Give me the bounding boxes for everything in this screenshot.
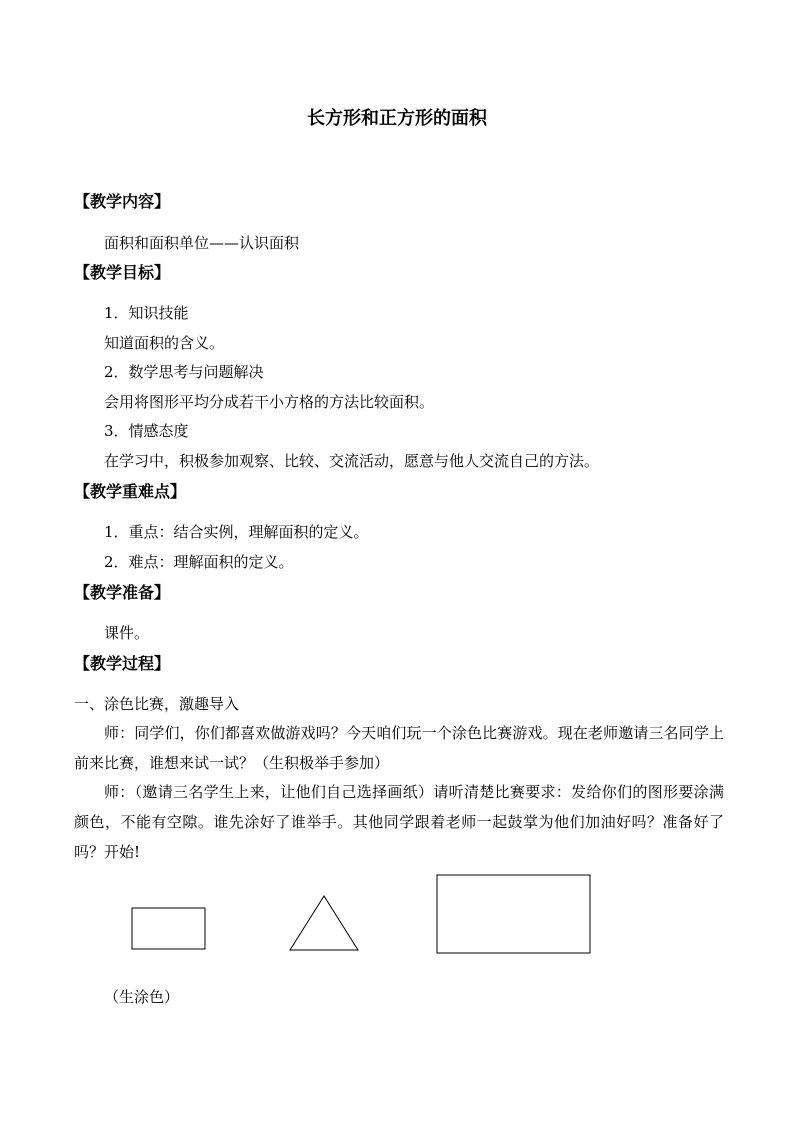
page-title: 长方形和正方形的面积	[307, 108, 487, 129]
triangle-shape	[290, 896, 358, 950]
goal-item-2: 2．数学思考与问题解决	[104, 363, 264, 381]
section-heading-key-points: 【教学重难点】	[74, 482, 187, 501]
goal-item-1: 1．知识技能	[104, 304, 189, 322]
key-point-2: 2．难点：理解面积的定义。	[104, 553, 294, 571]
goal-detail-3: 在学习中，积极参加观察、比较、交流活动，愿意与他人交流自己的方法。	[104, 452, 600, 470]
process-paragraph-2: 师：（邀请三名学生上来，让他们自己选择画纸）请听清楚比赛要求：发给你们的图形要涂满颜色，不能有空隙。谁先涂好了谁举手。其他同学跟着老师一起鼓掌为他们加油好吗？准备好了吗？开始!	[74, 783, 724, 861]
preparation-line: 课件。	[104, 624, 150, 642]
section-heading-preparation: 【教学准备】	[74, 583, 171, 602]
process-step-title: 一、涂色比赛，激趣导入	[74, 695, 240, 713]
large-rectangle-shape	[437, 875, 590, 953]
goal-detail-1: 知道面积的含义。	[104, 334, 225, 352]
after-shapes-note: （生涂色）	[104, 988, 180, 1006]
goal-detail-2: 会用将图形平均分成若干小方格的方法比较面积。	[104, 393, 435, 411]
section-heading-content: 【教学内容】	[74, 192, 171, 211]
section-heading-goals: 【教学目标】	[74, 263, 171, 282]
goal-item-3: 3．情感态度	[104, 422, 189, 440]
section-heading-process: 【教学过程】	[74, 654, 171, 673]
small-rectangle-shape	[132, 908, 205, 949]
content-line: 面积和面积单位——认识面积	[104, 234, 300, 252]
key-point-1: 1．重点：结合实例，理解面积的定义。	[104, 523, 369, 541]
process-paragraph-1: 师：同学们，你们都喜欢做游戏吗？今天咱们玩一个涂色比赛游戏。现在老师邀请三名同学上前来比赛，谁想来试一试？（生积极举手参加）	[74, 724, 724, 772]
